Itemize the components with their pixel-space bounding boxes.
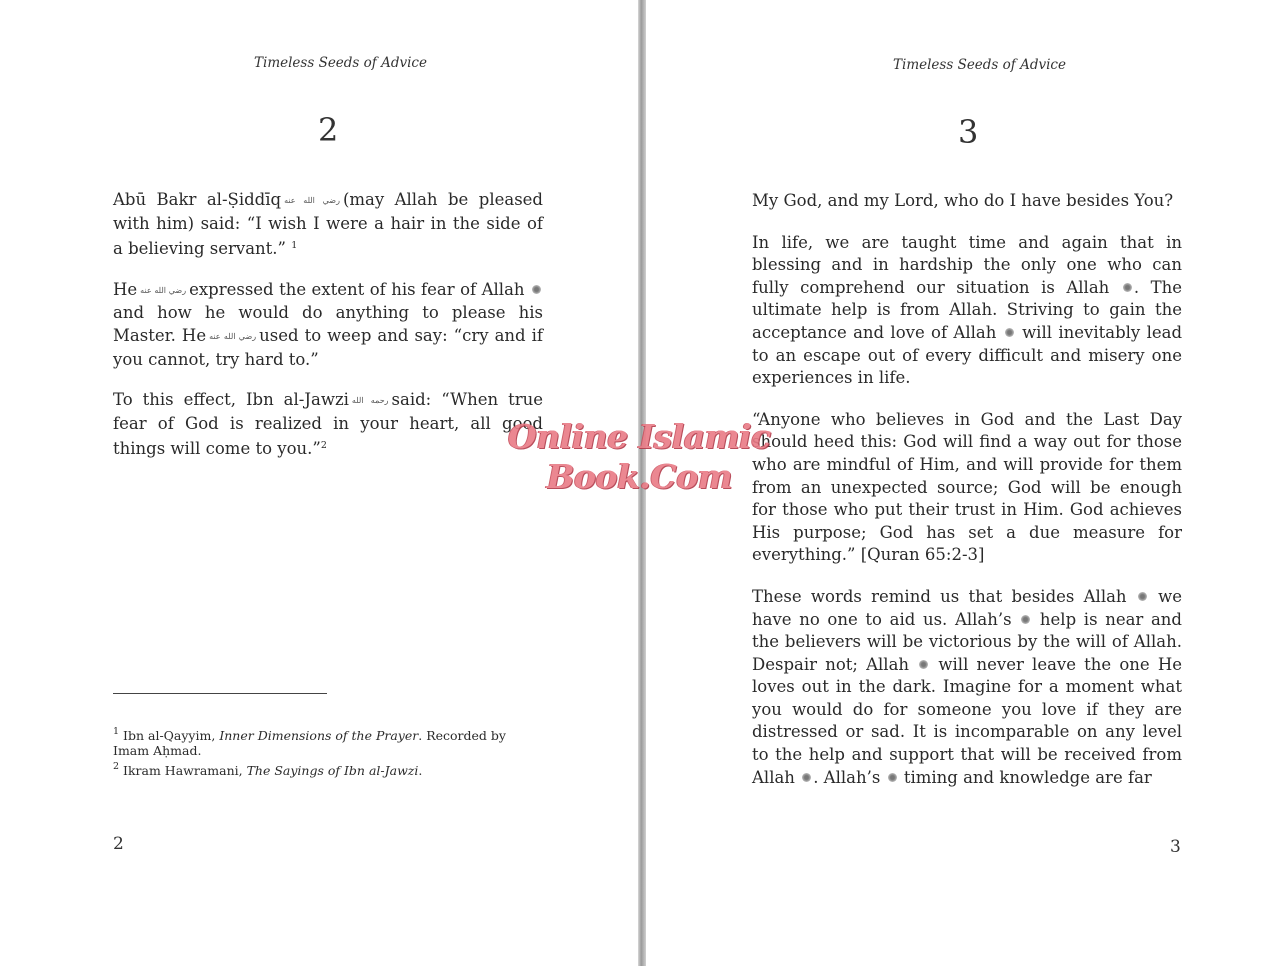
text-span: will inevitably lead to an escape out of every difficult and misery one experiences in life.: [752, 322, 1183, 388]
right-paragraph-2: [752, 232, 1182, 390]
footnote-title: The Sayings of Ibn al-Jawzi: [246, 763, 419, 778]
text-span: To this effect, Ibn al-Jawzi: [113, 390, 349, 410]
footnotes: [113, 724, 543, 779]
right-paragraph-1: My God, and my Lord, who do I have besides You?: [752, 191, 1174, 210]
left-chapter-number: 2: [318, 111, 339, 149]
honorific-glyph: رضي الله عنه: [140, 285, 187, 295]
right-paragraph-4: [752, 586, 1182, 789]
swt-honorific-icon: [919, 660, 928, 669]
text-span: . Allah’s: [813, 767, 881, 787]
left-running-head: Timeless Seeds of Advice: [254, 55, 427, 71]
text-span: said: “When true fear of God is realized in your heart, all good things will come to you.”: [113, 390, 543, 459]
text-span: will never leave the one He loves out in the dark. Imagine for a moment what you would do for someone you love if they are distressed or sad. It is incomparable on any level to the help and support that will be received from Allah: [752, 654, 1183, 787]
text-span: Abū Bakr al-Ṣiddīq: [113, 190, 282, 209]
watermark-logo: [508, 417, 771, 497]
text-span: Ikram Hawramani,: [123, 763, 243, 778]
text-span: used to weep and say: “cry and if you cannot, try hard to.”: [113, 325, 543, 369]
left-body: [113, 189, 543, 479]
footnote-1: [113, 724, 543, 758]
text-span: . The ultimate help is from Allah. Striving to gain the acceptance and love of Allah: [752, 277, 1182, 342]
text-span: we have no one to aid us. Allah’s: [752, 586, 1182, 629]
honorific-glyph: رضي الله عنه: [284, 196, 340, 205]
text-span: timing and knowledge are far: [903, 767, 1152, 787]
left-page-number: 2: [113, 834, 124, 854]
right-page-number: 3: [1170, 837, 1181, 857]
text-span: He: [113, 279, 138, 299]
honorific-glyph: رضي الله عنه: [209, 331, 257, 341]
swt-honorific-icon: [888, 773, 897, 782]
right-running-head: Timeless Seeds of Advice: [893, 57, 1066, 73]
footnote-title: Inner Dimensions of the Prayer: [219, 728, 419, 743]
swt-honorific-icon: [1138, 592, 1147, 601]
right-body: [752, 190, 1182, 808]
text-span: . Recorded by Imam Aḥmad.: [113, 728, 506, 758]
swt-honorific-icon: [532, 285, 541, 294]
swt-honorific-icon: [802, 773, 811, 782]
watermark-line-2: Book.Com: [546, 457, 733, 496]
footnote-2: [113, 759, 543, 778]
footnote-number: 1: [113, 726, 120, 737]
left-paragraph-1: [113, 189, 543, 261]
footnote-number: 2: [113, 761, 120, 772]
text-span: These words remind us that besides Allah: [752, 586, 1127, 606]
right-chapter-number: 3: [958, 113, 979, 151]
text-span: .: [418, 763, 423, 778]
footnote-ref-2[interactable]: 2: [320, 440, 327, 452]
left-paragraph-2: [113, 279, 543, 371]
text-span: (may Allah be pleased with him) said: “I wish I were a hair in the side of a believing servant.”: [113, 190, 543, 259]
text-span: In life, we are taught time and again that in blessing and in hardship the only one who can fully comprehend our situation is Allah: [752, 232, 1182, 297]
honorific-glyph: رحمه الله: [351, 396, 389, 406]
text-span: Ibn al-Qayyim,: [123, 728, 216, 743]
text-span: expressed the extent of his fear of Allah: [189, 279, 525, 299]
watermark-line-1: Online Islamic: [508, 417, 771, 456]
footnote-ref-1[interactable]: 1: [291, 240, 298, 252]
swt-honorific-icon: [1123, 283, 1132, 292]
right-paragraph-3: “Anyone who believes in God and the Last Day should heed this: God will find a way out for those who are mindful of Him, and will provide for them from an unexpected source; God will be enough for those who put their trust in Him. God achieves His purpose; God has set a due measure for everything.” [Quran 65:2-3]: [752, 409, 1182, 565]
swt-honorific-icon: [1021, 615, 1030, 624]
left-paragraph-3: [113, 389, 543, 461]
footnote-separator: [113, 693, 327, 694]
text-span: and how he would do anything to please his Master. He: [113, 303, 543, 345]
text-span: help is near and the believers will be victorious by the will of Allah. Despair not; Allah: [752, 609, 1182, 674]
swt-honorific-icon: [1005, 328, 1014, 337]
